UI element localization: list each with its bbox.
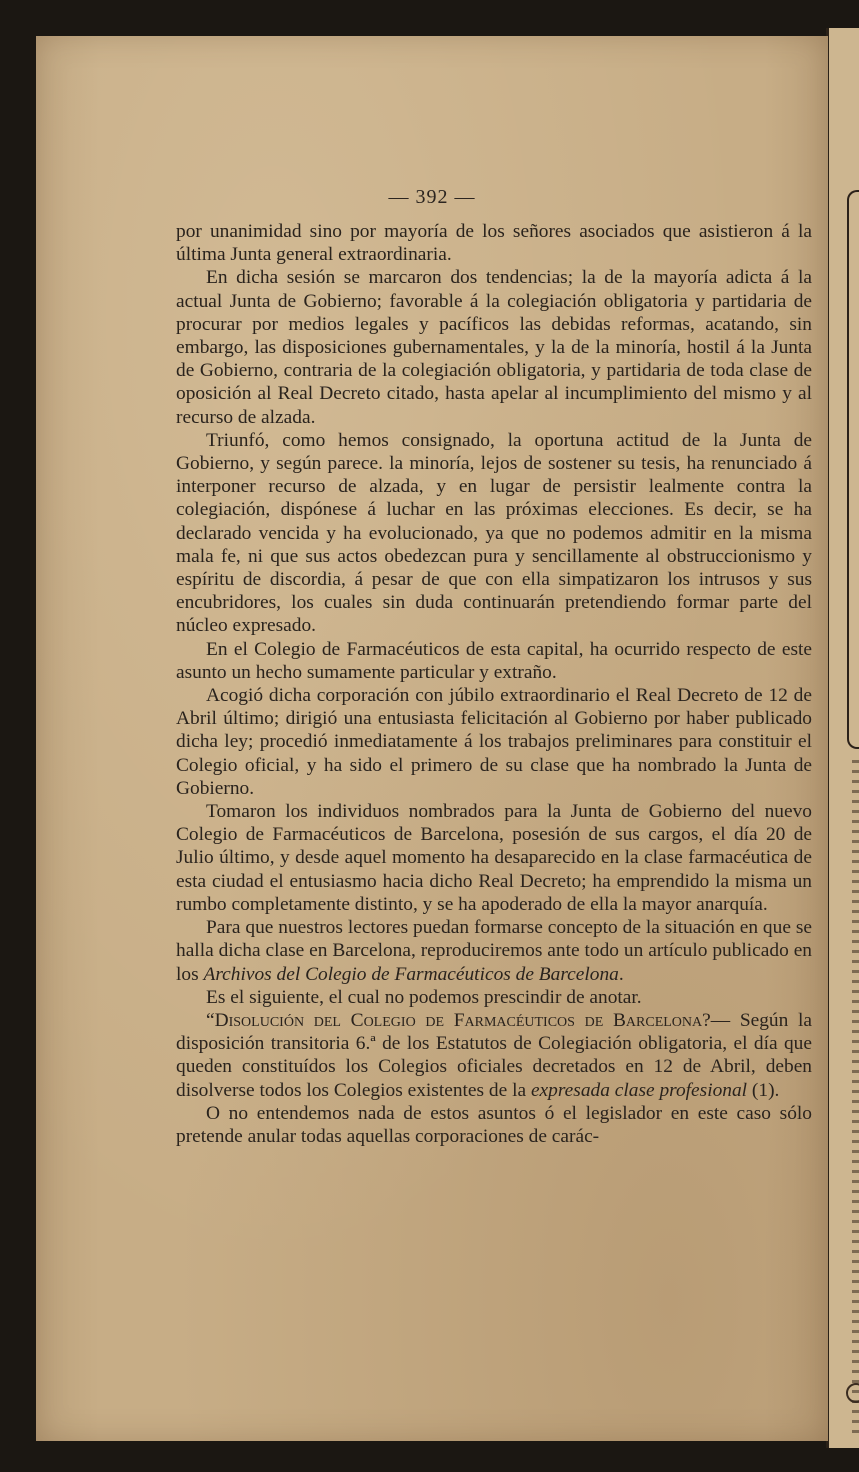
paragraph-8: Es el siguiente, el cual no podemos prescindir de anotar. <box>206 986 642 1008</box>
paragraph-7 <box>176 916 812 986</box>
paragraph-7-end: . <box>618 963 624 985</box>
paragraph-7-text: Para que nuestros lectores puedan formarse concepto de la situación en que se halla dicha clase en Barcelona, reproduciremos ante todo un artículo publicado en los <box>176 917 812 985</box>
quoted-article-text: ?— Según la disposición transitoria 6.ª de los Estatutos de Colegiación obligatoria, el día que queden constituídos los Colegios oficiales decretados en 12 de Abril, deben disolverse todos los Colegios existentes de la <box>176 1009 812 1101</box>
paragraph-1: por unanimidad sino por mayoría de los señores asociados que asistieron á la última Junta general extraordinaria. <box>176 221 812 266</box>
paragraph-4: En el Colegio de Farmacéuticos de esta capital, ha ocurrido respecto de este asunto un hecho sumamente particular y extraño. <box>176 638 812 683</box>
adjacent-page-rosette-icon <box>846 1383 859 1403</box>
quoted-article <box>176 1009 812 1102</box>
quoted-article-heading: Disolución del Colegio de Farmacéuticos de Barcelona <box>214 1009 703 1031</box>
paragraph-2: En dicha sesión se marcaron dos tendencias; la de la mayoría adicta á la actual Junta de Gobierno; favorable á la colegiación obligatoria y partidaria de procurar por medios legales y pacíficos las debidas reformas, acatando, sin embargo, las disposiciones gubernamentales, y la de la minoría, hostil á la Junta de Gobierno, contraria de la colegiación obligatoria, y partidaria de toda clase de oposición al Real Decreto citado, hasta apelar al incumplimiento del mismo y al recurso de alzada. <box>176 267 812 428</box>
paragraph-5: Acogió dicha corporación con júbilo extraordinario el Real Decreto de 12 de Abril último; dirigió una entusiasta felicitación al Gobierno por haber publicado dicha ley; procedió inmediatamente á los trabajos preliminares para constituir el Colegio oficial, y ha sido el primero de su clase que ha nombrado la Junta de Gobierno. <box>176 685 812 799</box>
paragraph-10: O no entendemos nada de estos asuntos ó el legislador en este caso sólo pretende anular todas aquellas corporaciones de carác- <box>176 1102 812 1147</box>
body-text <box>176 220 812 1148</box>
adjacent-page-ornament-border <box>852 760 859 1440</box>
quoted-article-end: (1). <box>747 1079 780 1101</box>
book-page <box>36 36 828 1441</box>
paragraph-6: Tomaron los individuos nombrados para la Junta de Gobierno del nuevo Colegio de Farmacéuticos de Barcelona, posesión de sus cargos, el día 20 de Julio último, y desde aquel momento ha desaparecido en la clase farmacéutica de esta ciudad el entusiasmo hacia dicho Real Decreto; ha emprendido la misma un rumbo completamente distinto, y se ha apoderado de ella la mayor anarquía. <box>176 801 812 915</box>
page-number: — 392 — <box>388 186 476 208</box>
quote-open-mark: “ <box>206 1009 215 1031</box>
paragraph-3: Triunfó, como hemos consignado, la oportuna actitud de la Junta de Gobierno, y según parece. la minoría, lejos de sostener su tesis, ha renunciado á interponer recurso de alzada, y en lugar de persistir lealmente contra la colegiación, dispónese á luchar en las próximas elecciones. Es decir, se ha declarado vencida y ha evolucionado, ya que no podemos admitir en la misma mala fe, ni que sus actos obedezcan pura y sencillamente al obstruccionismo y espíritu de discordia, á pesar de que con ella simpatizaron los intrusos y sus encubridores, los cuales sin duda continuarán pretendiendo formar parte del núcleo expresado. <box>176 429 812 637</box>
adjacent-page-frame <box>847 190 859 749</box>
journal-title: Archivos del Colegio de Farmacéuticos de Barcelona <box>203 963 619 985</box>
quoted-article-emphasis: expresada clase profesional <box>530 1079 748 1101</box>
